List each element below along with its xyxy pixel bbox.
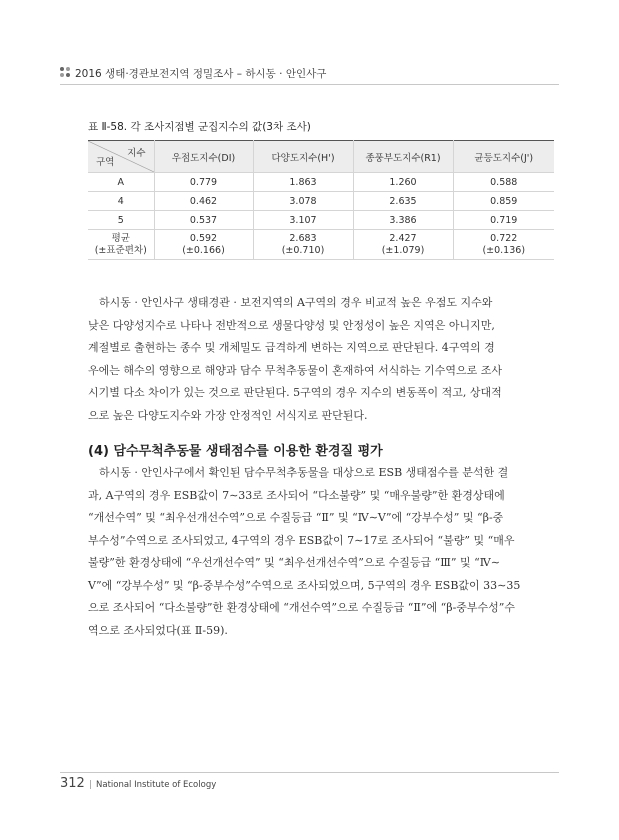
column-header-h: 다양도지수(H') (253, 141, 353, 173)
column-header-r1: 종풍부도지수(R1) (353, 141, 453, 173)
table-mean-row (88, 230, 554, 260)
di-cell: 0.462 (154, 192, 253, 211)
text-line: Ⅴ”에 “강부수성” 및 “β-중부수성”수역으로 조사되었으며, 5구역의 경우 ESB값이 33∼35 (88, 578, 521, 592)
header-dots-icon (60, 67, 71, 78)
community-index-table (88, 140, 554, 260)
di-sd: (±0.166) (182, 244, 225, 256)
h-sd: (±0.710) (281, 244, 325, 256)
text-line: 으로 높은 다양도지수와 가장 안정적인 서식지로 판단된다. (88, 408, 368, 422)
sd-label: (±표준편차) (94, 244, 147, 256)
section-heading: (4) 담수무척추동물 생태점수를 이용한 환경질 평가 (88, 444, 383, 459)
j-cell: 0.859 (453, 192, 554, 211)
text-line: “개선수역” 및 “최우선개선수역”으로 수질등급 “Ⅱ” 및 “Ⅳ∼Ⅴ”에 “강부수성” 및 “β-중 (88, 511, 504, 524)
di-mean-cell (154, 230, 253, 260)
text-line: 시기별 다소 차이가 있는 것으로 판단된다. 5구역의 경우 지수의 변동폭이 적고, 상대적 (88, 386, 502, 399)
mean-label: 평균 (111, 232, 130, 244)
h-cell: 1.863 (253, 173, 353, 192)
table-row (88, 173, 554, 192)
j-mean-cell (453, 230, 554, 260)
r1-mean: 2.427 (389, 232, 417, 244)
table-row (88, 211, 554, 230)
text-line: 우에는 해수의 영향으로 해양과 담수 무척추동물이 혼재하여 서식하는 기수역으로 조사 (88, 363, 503, 377)
text-line: 하시동 · 안인사구 생태경관 · 보전지역의 A구역의 경우 비교적 높은 우점도 지수와 (99, 296, 493, 309)
zone-cell: 5 (88, 211, 154, 230)
corner-label-zone: 구역 (96, 157, 115, 168)
table-caption: 표 Ⅱ-58. 각 조사지점별 군집지수의 값(3차 조사) (88, 121, 311, 133)
h-mean-cell (253, 230, 353, 260)
text-line: 부수성”수역으로 조사되었고, 4구역의 경우 ESB값이 7∼17로 조사되어 “불량” 및 “매우 (88, 533, 515, 547)
r1-cell: 3.386 (353, 211, 453, 230)
footer-separator: | (89, 780, 93, 790)
footer-divider (60, 772, 559, 773)
h-cell: 3.078 (253, 192, 353, 211)
h-mean: 2.683 (289, 232, 317, 244)
text-line: 하시동 · 안인사구에서 확인된 담수무척추동물을 대상으로 ESB 생태점수를 분석한 결 (99, 466, 509, 479)
column-header-di: 우점도지수(DI) (154, 141, 253, 173)
corner-label-index: 지수 (127, 148, 146, 159)
h-cell: 3.107 (253, 211, 353, 230)
table-corner-cell (88, 141, 154, 173)
j-sd: (±0.136) (482, 244, 526, 256)
r1-cell: 2.635 (353, 192, 453, 211)
table-header-row (88, 141, 554, 173)
paragraph-index-interpretation (88, 292, 536, 427)
di-cell: 0.537 (154, 211, 253, 230)
running-header (60, 66, 559, 80)
j-cell: 0.588 (453, 173, 554, 192)
r1-cell: 1.260 (353, 173, 453, 192)
j-cell: 0.719 (453, 211, 554, 230)
page-number: 312 (60, 776, 85, 791)
footer-institution: National Institute of Ecology (96, 780, 217, 790)
di-mean: 0.592 (189, 232, 218, 244)
r1-mean-cell (353, 230, 453, 260)
j-mean: 0.722 (490, 232, 518, 244)
di-cell: 0.779 (154, 173, 253, 192)
text-line: 으로 조사되어 “다소불량”한 환경상태에 “개선수역”으로 수질등급 “Ⅱ”에 “β-중부수성”수 (88, 601, 516, 614)
mean-label-cell (88, 230, 154, 260)
text-line: 불량”한 환경상태에 “우선개선수역” 및 “최우선개선수역”으로 수질등급 “Ⅲ” 및 “Ⅳ∼ (88, 556, 500, 569)
column-header-j: 균등도지수(J') (453, 141, 554, 173)
paragraph-esb-evaluation (88, 462, 536, 642)
table-row (88, 192, 554, 211)
text-line: 과, A구역의 경우 ESB값이 7∼33로 조사되어 “다소불량” 및 “매우불량”한 환경상태에 (88, 488, 505, 502)
text-line: 계절별로 출현하는 종수 및 개체밀도 급격하게 변하는 지역으로 판단된다. 4구역의 경 (88, 341, 495, 354)
zone-cell: 4 (88, 192, 154, 211)
zone-cell: A (88, 173, 154, 192)
header-divider (60, 84, 559, 85)
header-title: 2016 생태·경관보전지역 정밀조사 – 하시동 · 안인사구 (75, 68, 327, 80)
text-line: 낮은 다양성지수로 나타나 전반적으로 생물다양성 및 안정성이 높은 지역은 아니지만, (88, 318, 495, 332)
r1-sd: (±1.079) (381, 244, 425, 256)
text-line: 역으로 조사되었다(표 Ⅱ-59). (88, 623, 228, 637)
